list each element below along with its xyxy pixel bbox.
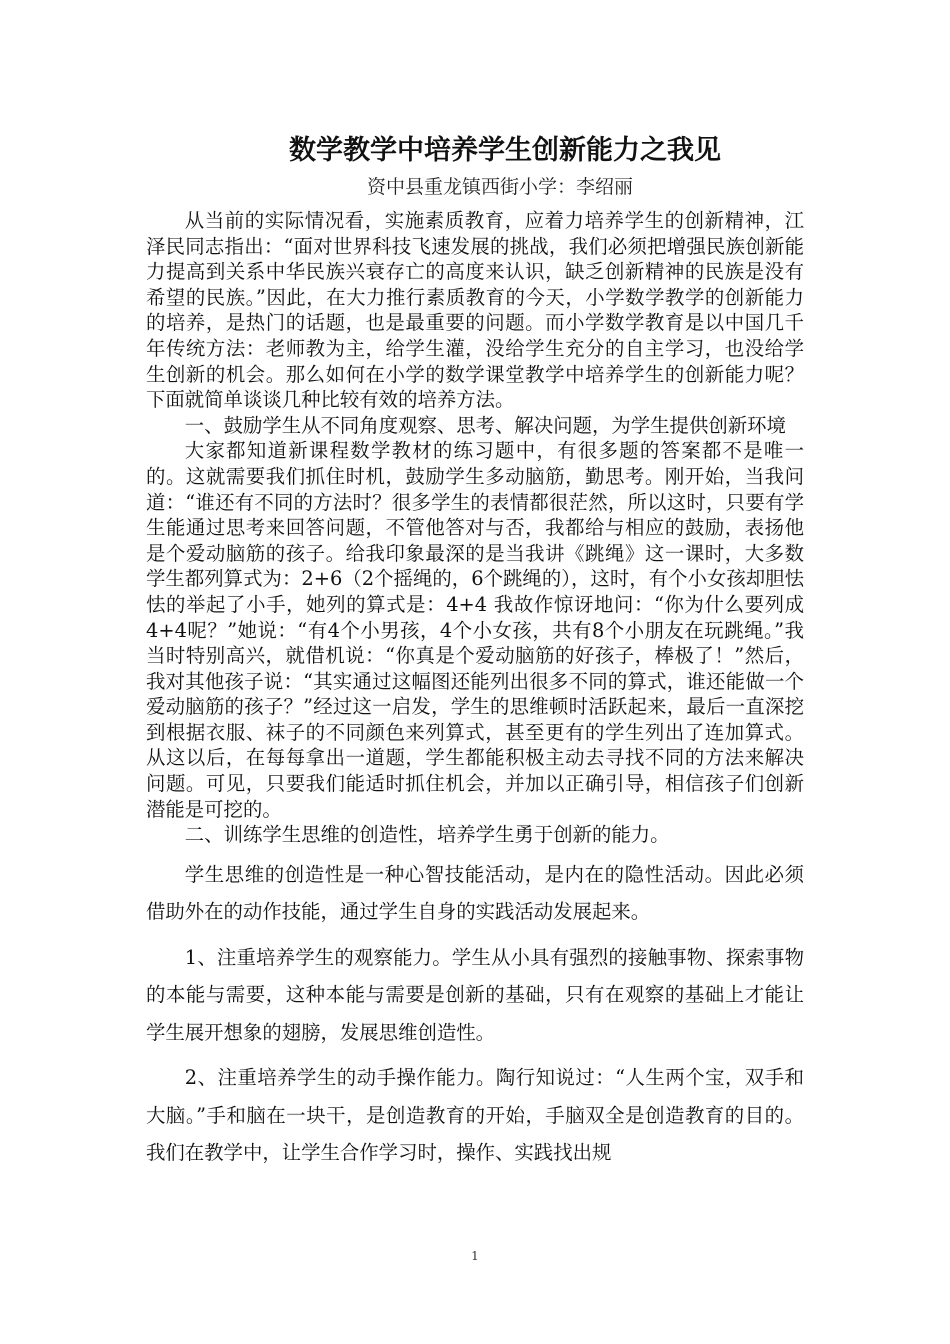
- paragraph-point-1: 1、注重培养学生的观察能力。学生从小具有强烈的接触事物、探索事物的本能与需要，这种本能与需要是创新的基础，只有在观察的基础上才能让学生展开想象的翅膀，发展思维创造性。: [146, 945, 804, 1044]
- page-number: 1: [471, 1249, 479, 1263]
- paragraph-point-2: 2、注重培养学生的动手操作能力。陶行知说过：“人生两个宝，双手和大脑。”手和脑在一块干，是创造教育的开始，手脑双全是创造教育的目的。我们在教学中，让学生合作学习时，操作、实践找出规: [146, 1066, 804, 1165]
- paragraph-section-2: 学生思维的创造性是一种心智技能活动，是内在的隐性活动。因此必须借助外在的动作技能，通过学生自身的实践活动发展起来。: [146, 862, 804, 924]
- section-heading-2: 二、训练学生思维的创造性，培养学生勇于创新的能力。: [184, 823, 670, 847]
- document-body: [146, 208, 804, 1172]
- document-title: 数学教学中培养学生创新能力之我见: [289, 135, 721, 166]
- paragraph-intro: 从当前的实际情况看，实施素质教育，应着力培养学生的创新精神，江泽民同志指出：“面对世界科技飞速发展的挑战，我们必须把增强民族创新能力提高到关系中华民族兴衰存亡的高度来认识，缺乏创新精神的民族是没有希望的民族。”因此，在大力推行素质教育的今天，小学数学教学的创新能力的培养，是热门的话题，也是最重要的问题。而小学数学教育是以中国几千年传统方法：老师教为主，给学生灌，没给学生充分的自主学习，也没给学生创新的机会。那么如何在小学的数学课堂教学中培养学生的创新能力呢？下面就简单谈谈几种比较有效的培养方法。: [146, 209, 804, 412]
- paragraph-section-1: 大家都知道新课程数学教材的练习题中，有很多题的答案都不是唯一的。这就需要我们抓住时机，鼓励学生多动脑筋，勤思考。刚开始，当我问道：“谁还有不同的方法时？很多学生的表情都很茫然，所以这时，只要有学生能通过思考来回答问题，不管他答对与否，我都给与相应的鼓励，表扬他是个爱动脑筋的孩子。给我印象最深的是当我讲《跳绳》这一课时，大多数学生都列算式为：2+6（2个摇绳的，6个跳绳的），这时，有个小女孩却胆怯怯的举起了小手，她列的算式是：4+4 我故作惊讶地问：“你为什么要列成4+4呢？”她说：“有4个小男孩，4个小女孩，共有8个小朋友在玩跳绳。”我当时特别高兴，就借机说：“你真是个爱动脑筋的好孩子，棒极了！”然后，我对其他孩子说：“其实通过这幅图还能列出很多不同的算式，谁还能做一个爱动脑筋的孩子？”经过这一启发，学生的思维顿时活跃起来，最后一直深挖到根据衣服、袜子的不同颜色来列算式，甚至更有的学生列出了连加算式。从这以后，在每每拿出一道题，学生都能积极主动去寻找不同的方法来解决问题。可见，只要我们能适时抓住机会，并加以正确引导，相信孩子们创新潜能是可挖的。: [146, 439, 804, 821]
- section-heading-1: 一、鼓励学生从不同角度观察、思考、解决问题，为学生提供创新环境: [184, 413, 786, 437]
- author-byline: 资中县重龙镇西街小学：李绍丽: [366, 176, 633, 198]
